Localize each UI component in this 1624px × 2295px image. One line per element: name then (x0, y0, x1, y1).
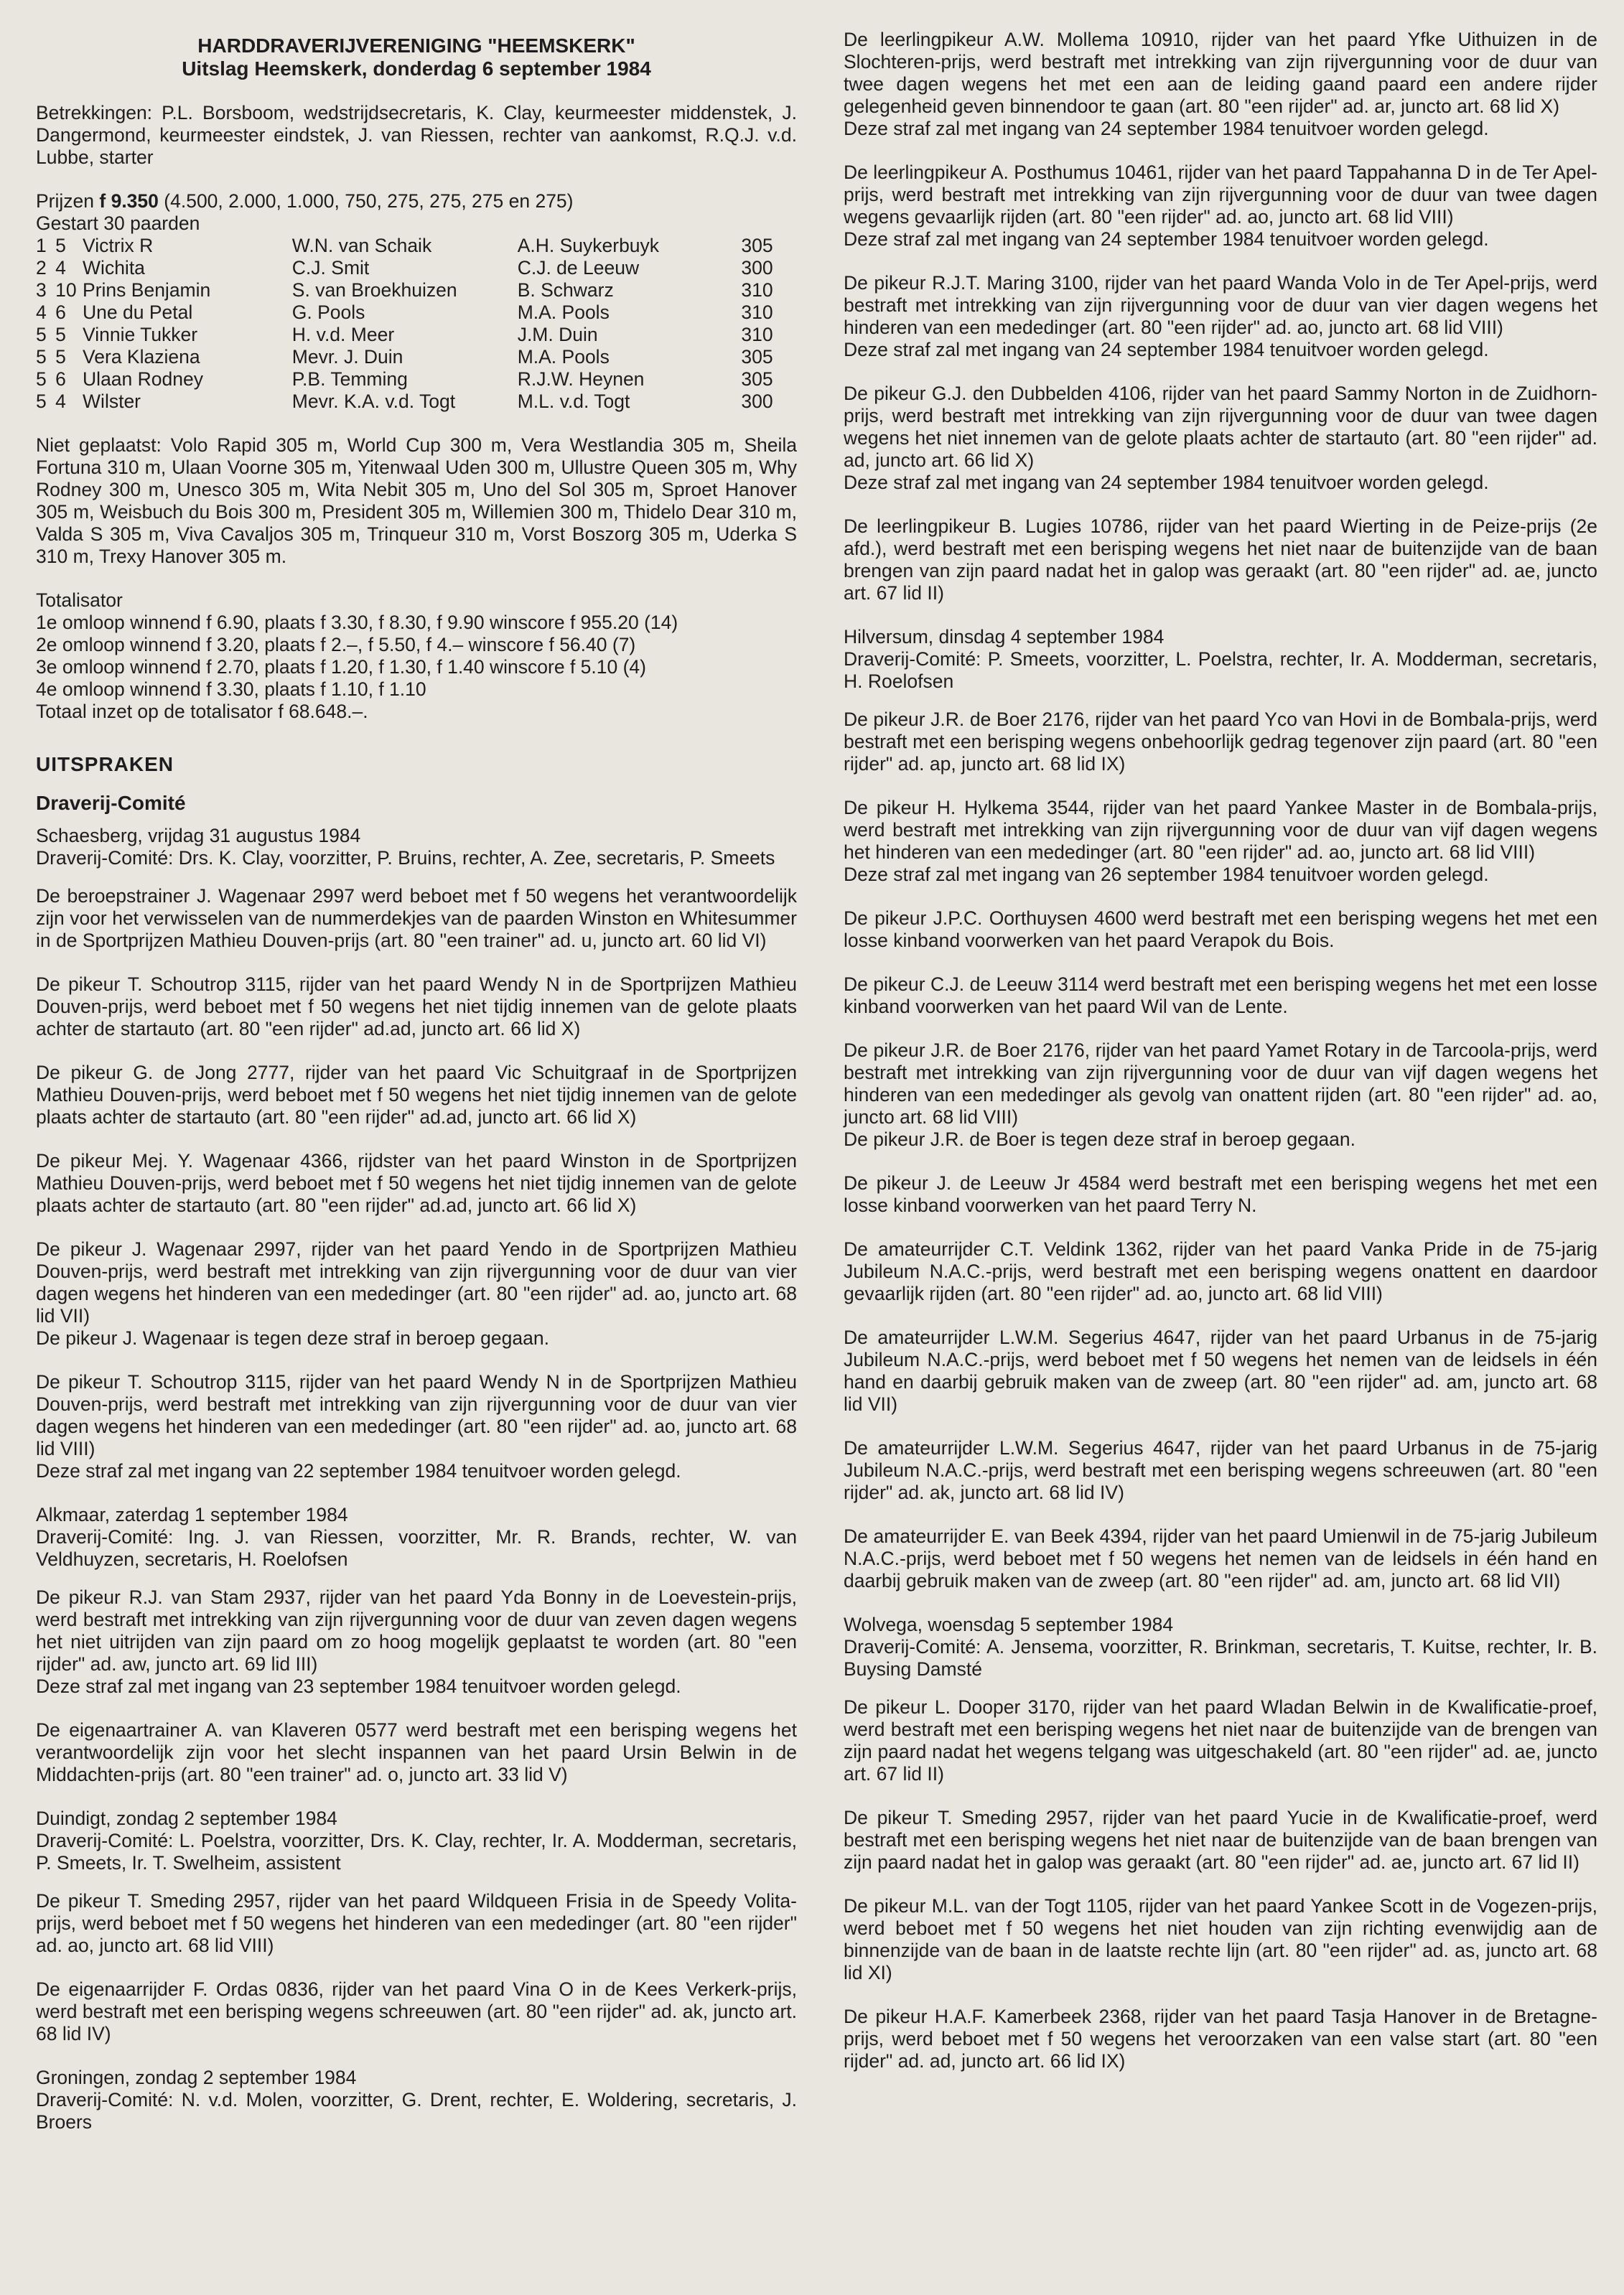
ruling-list (844, 709, 1597, 1592)
ruling-paragraph: De pikeur T. Smeding 2957, rijder van het paard Yucie in de Kwalificatie-proef, werd bestraft met een berisping wegens het niet naar de buitenzijde van de baan brengen van zijn paard nadat het in galop was geraakt (art. 80 "een rijder" ad. ae, juncto art. 67 lid II) (844, 1807, 1597, 1873)
result-owner: M.L. v.d. Togt (517, 391, 630, 412)
meeting-place: Alkmaar, zaterdag 1 september 1984 (36, 1504, 348, 1525)
result-position: 1 (36, 235, 47, 256)
ruling-paragraph: De pikeur J. Wagenaar 2997, rijder van het paard Yendo in de Sportprijzen Mathieu Douven-prijs, werd bestraft met intrekking van zijn rijvergunning voor de duur van vier dagen wegens het hinderen van een mededinger (art. 80 "een rijder" ad. ao, juncto art. 68 lid VII) De pikeur J. Wagenaar is tegen deze straf in beroep gegaan. (36, 1238, 797, 1349)
result-distance: 305 (741, 368, 773, 390)
result-horse: Victrix R (83, 235, 154, 256)
meeting-place: Wolvega, woensdag 5 september 1984 (844, 1614, 1174, 1635)
result-row (36, 346, 797, 368)
result-horse: Une du Petal (83, 302, 193, 323)
totalisator-line: 3e omloop winnend f 2.70, plaats f 1.20, f 1.30, f 1.40 winscore f 5.10 (4) (36, 656, 646, 678)
result-driver: Mevr. J. Duin (291, 346, 403, 368)
ruling-paragraph: De pikeur T. Smeding 2957, rijder van het paard Wildqueen Frisia in de Speedy Volita-prijs, werd beboet met f 50 wegens het hinderen van een mededinger (art. 80 "een rijder" ad. ao, juncto art. 68 lid VIII) (36, 1890, 797, 1956)
result-driver: Mevr. K.A. v.d. Togt (291, 391, 456, 412)
not-placed-paragraph: Niet geplaatst: Volo Rapid 305 m, World Cup 300 m, Vera Westlandia 305 m, Sheila Fortuna 310 m, Ulaan Voorne 305 m, Yitenwaal Uden 300 m, Ullustre Queen 305 m, Why Rodney 300 m, Unesco 305 m, Wita Nebit 305 m, Uno del Sol 305 m, Sproet Hanover 305 m, Weisbuch du Bois 300 m, President 305 m, Willemien 300 m, Thidelo Dear 310 m, Valda S 305 m, Viva Cavaljos 305 m, Trinqueur 310 m, Vorst Boszorg 305 m, Uderka S 310 m, Trexy Hanover 305 m. (36, 434, 797, 567)
meeting-place: Groningen, zondag 2 september 1984 (36, 2067, 357, 2088)
result-start-number: 5 (55, 324, 66, 345)
ruling-paragraph: De pikeur T. Schoutrop 3115, rijder van het paard Wendy N in de Sportprijzen Mathieu Douven-prijs, werd beboet met f 50 wegens het niet tijdig innemen van de gelote plaats achter de startauto (art. 80 "een rijder" ad.ad, juncto art. 66 lid X) (36, 973, 797, 1039)
result-distance: 305 (741, 235, 773, 256)
ruling-list (36, 885, 797, 1482)
result-row (36, 391, 797, 413)
results-table (36, 235, 797, 413)
committee-line: Draverij-Comité: Ing. J. van Riessen, voorzitter, Mr. R. Brands, rechter, W. van Veldhuyzen, secretaris, H. Roelofsen (36, 1526, 797, 1570)
ruling-list (844, 1696, 1597, 2072)
result-distance: 310 (741, 279, 773, 301)
ruling-paragraph: De beroepstrainer J. Wagenaar 2997 werd beboet met f 50 wegens het verantwoordelijk zijn voor het verwisselen van de nummerdekjes van de paarden Winston en Whitesummer in de Sportprijzen Mathieu Douven-prijs (art. 80 "een trainer" ad. u, juncto art. 60 lid VI) (36, 885, 797, 951)
committee-line: Draverij-Comité: P. Smeets, voorzitter, L. Poelstra, rechter, Ir. A. Modderman, secretaris, H. Roelofsen (844, 648, 1597, 692)
prizes-amount: f 9.350 (99, 190, 159, 212)
result-owner: J.M. Duin (517, 324, 598, 345)
result-position: 2 (36, 257, 47, 279)
ruling-paragraph: De pikeur H.A.F. Kamerbeek 2368, rijder van het paard Tasja Hanover in de Bretagne-prijs, werd beboet met f 50 wegens het veroorzaken van een valse start (art. 80 "een rijder" ad. ad, juncto art. 66 lid IX) (844, 2006, 1597, 2072)
ruling-paragraph: De amateurrijder L.W.M. Segerius 4647, rijder van het paard Urbanus in de 75-jarig Jubileum N.A.C.-prijs, werd beboet met f 50 wegens het nemen van de leidsels in één hand en daarbij gebruik maken van de zweep (art. 80 "een rijder" ad. am, juncto art. 68 lid VII) (844, 1327, 1597, 1415)
totalisator-line: 1e omloop winnend f 6.90, plaats f 3.30, f 8.30, f 9.90 winscore f 955.20 (14) (36, 612, 678, 633)
ruling-paragraph: De pikeur G.J. den Dubbelden 4106, rijder van het paard Sammy Norton in de Zuidhorn-prijs, werd bestraft met intrekking van zijn rijvergunning voor de duur van twee dagen wegens het niet innemen van de gelote plaats achter de startauto (art. 80 "een rijder" ad. ad, juncto art. 66 lid X) Deze straf zal met ingang van 24 september 1984 tenuitvoer worden gelegd. (844, 383, 1597, 493)
result-position: 5 (36, 324, 47, 345)
totalisator-total: Totaal inzet op de totalisator f 68.648.–. (36, 701, 368, 722)
result-start-number: 4 (55, 257, 66, 279)
result-start-number: 5 (55, 235, 66, 256)
ruling-paragraph: De pikeur C.J. de Leeuw 3114 werd bestraft met een berisping wegens het met een losse kinband voorwerken van het paard Wil van de Lente. (844, 973, 1597, 1017)
result-start-number: 6 (55, 368, 66, 390)
ruling-paragraph: De eigenaarrijder F. Ordas 0836, rijder van het paard Vina O in de Kees Verkerk-prijs, werd bestraft met een berisping wegens schreeuwen (art. 80 "een rijder" ad. ak, juncto art. 68 lid IV) (36, 1978, 797, 2044)
result-owner: M.A. Pools (517, 346, 610, 368)
meeting-place: Duindigt, zondag 2 september 1984 (36, 1808, 337, 1829)
ruling-paragraph: De pikeur T. Schoutrop 3115, rijder van het paard Wendy N in de Sportprijzen Mathieu Douven-prijs, werd bestraft met intrekking van zijn rijvergunning voor de duur van vier dagen wegens het hinderen van een mededinger (art. 80 "een rijder" ad. ao, juncto art. 68 lid VIII) Deze straf zal met ingang van 22 september 1984 tenuitvoer worden gelegd. (36, 1371, 797, 1482)
totalisator-line: 2e omloop winnend f 3.20, plaats f 2.–, f 5.50, f 4.– winscore f 56.40 (7) (36, 634, 636, 655)
result-driver: G. Pools (291, 302, 365, 323)
result-horse: Wichita (83, 257, 145, 279)
result-owner: C.J. de Leeuw (517, 257, 640, 279)
result-distance: 305 (741, 346, 773, 368)
ruling-paragraph: De pikeur J.P.C. Oorthuysen 4600 werd bestraft met een berisping wegens het met een losse kinband voorwerken van het paard Verapok du Bois. (844, 907, 1597, 951)
right-column (844, 29, 1597, 2094)
committee-line: Draverij-Comité: A. Jensema, voorzitter, R. Brinkman, secretaris, T. Kuitse, rechter, Ir. B. Buysing Damsté (844, 1636, 1597, 1680)
meeting-place: Schaesberg, vrijdag 31 augustus 1984 (36, 825, 361, 846)
ruling-list (36, 1890, 797, 2045)
result-position: 4 (36, 302, 47, 323)
ruling-paragraph: De leerlingpikeur A.W. Mollema 10910, rijder van het paard Yfke Uithuizen in de Slochteren-prijs, werd bestraft met intrekking van zijn rijvergunning voor de duur van twee dagen wegens het met een aan de leiding gaand paard een andere rijder gelegenheid geven binnendoor te gaan (art. 80 "een rijder" ad. ar, juncto art. 68 lid X) Deze straf zal met ingang van 24 september 1984 tenuitvoer worden gelegd. (844, 29, 1597, 139)
result-distance: 310 (741, 302, 773, 323)
started-line: Gestart 30 paarden (36, 212, 200, 234)
committee-line: Draverij-Comité: N. v.d. Molen, voorzitter, G. Drent, rechter, E. Woldering, secretaris, J. Broers (36, 2089, 797, 2133)
prizes-line (36, 190, 797, 212)
result-position: 3 (36, 279, 47, 301)
result-driver: H. v.d. Meer (291, 324, 395, 345)
ruling-list (36, 1586, 797, 1786)
result-driver: P.B. Temming (291, 368, 408, 390)
ruling-paragraph: De amateurrijder L.W.M. Segerius 4647, rijder van het paard Urbanus in de 75-jarig Jubileum N.A.C.-prijs, werd bestraft met een berisping wegens schreeuwen (art. 80 "een rijder" ad. ak, juncto art. 68 lid IV) (844, 1437, 1597, 1503)
result-distance: 310 (741, 324, 773, 345)
result-owner: R.J.W. Heynen (517, 368, 645, 390)
result-driver: S. van Broekhuizen (291, 279, 457, 301)
document-subtitle: Uitslag Heemskerk, donderdag 6 september 1984 (182, 57, 651, 80)
subsection-heading: Draverij-Comité (36, 792, 186, 814)
result-driver: W.N. van Schaik (291, 235, 432, 256)
result-owner: M.A. Pools (517, 302, 610, 323)
document-title: HARDDRAVERIJVERENIGING "HEEMSKERK" (197, 34, 635, 57)
section-heading: UITSPRAKEN (36, 753, 174, 775)
totalisator-lines (36, 612, 797, 723)
ruling-paragraph: De amateurrijder E. van Beek 4394, rijder van het paard Umienwil in de 75-jarig Jubileum N.A.C.-prijs, werd beboet met f 50 wegens het nemen van de leidsels in één hand en daarbij gebruik maken van de zweep (art. 80 "een rijder" ad. am, juncto art. 68 lid VII) (844, 1525, 1597, 1591)
result-row (36, 302, 797, 324)
result-distance: 300 (741, 257, 773, 279)
ruling-paragraph: De pikeur H. Hylkema 3544, rijder van het paard Yankee Master in de Bombala-prijs, werd bestraft met intrekking van zijn rijvergunning voor de duur van vijf dagen wegens het hinderen van een mededinger (art. 80 "een rijder" ad. ao, juncto art. 68 lid VIII) Deze straf zal met ingang van 26 september 1984 tenuitvoer worden gelegd. (844, 797, 1597, 885)
ruling-paragraph: De pikeur J.R. de Boer 2176, rijder van het paard Yamet Rotary in de Tarcoola-prijs, werd bestraft met intrekking van zijn rijvergunning voor de duur van vijf dagen wegens het hinderen van een mededinger als gevolg van onattent rijden (art. 80 "een rijder" ad. ao, juncto art. 68 lid VIII) De pikeur J.R. de Boer is tegen deze straf in beroep gegaan. (844, 1039, 1597, 1150)
ruling-paragraph: De eigenaartrainer A. van Klaveren 0577 werd bestraft met een berisping wegens het verantwoordelijk zijn voor het slecht inspannen van het paard Ursin Belwin in de Middachten-prijs (art. 80 "een trainer" ad. o, juncto art. 33 lid V) (36, 1719, 797, 1785)
ruling-paragraph: De pikeur R.J. van Stam 2937, rijder van het paard Yda Bonny in de Loevestein-prijs, werd bestraft met intrekking van zijn rijvergunning voor de duur van zeven dagen wegens het niet uitrijden van zijn paard om zo hoog mogelijk geplaatst te worden (art. 80 "een rijder" ad. aw, juncto art. 69 lid III) Deze straf zal met ingang van 23 september 1984 tenuitvoer worden gelegd. (36, 1586, 797, 1697)
ruling-paragraph: De pikeur Mej. Y. Wagenaar 4366, rijdster van het paard Winston in de Sportprijzen Mathieu Douven-prijs, werd beboet met f 50 wegens het niet tijdig innemen van de gelote plaats achter de startauto (art. 80 "een rijder" ad.ad, juncto art. 66 lid X) (36, 1150, 797, 1216)
result-horse: Vinnie Tukker (83, 324, 198, 345)
result-start-number: 4 (55, 391, 66, 412)
result-horse: Prins Benjamin (83, 279, 211, 301)
result-start-number: 10 (55, 279, 77, 301)
totalisator-title: Totalisator (36, 589, 123, 611)
ruling-paragraph: De pikeur J. de Leeuw Jr 4584 werd bestraft met een berisping wegens het met een losse kinband voorwerken van het paard Terry N. (844, 1172, 1597, 1216)
meeting-place: Hilversum, dinsdag 4 september 1984 (844, 626, 1165, 648)
ruling-list (844, 29, 1597, 604)
result-owner: B. Schwarz (517, 279, 614, 301)
ruling-paragraph: De pikeur G. de Jong 2777, rijder van het paard Vic Schuitgraaf in de Sportprijzen Mathieu Douven-prijs, werd beboet met f 50 wegens het niet tijdig innemen van de gelote plaats achter de startauto (art. 80 "een rijder" ad.ad, juncto art. 66 lid X) (36, 1062, 797, 1128)
prizes-prefix: Prijzen (36, 190, 95, 212)
ruling-paragraph: De leerlingpikeur A. Posthumus 10461, rijder van het paard Tappahanna D in de Ter Apel-prijs, werd bestraft met intrekking van zijn rijvergunning voor de duur van twee dagen wegens gevaarlijk rijden (art. 80 "een rijder" ad. ao, juncto art. 68 lid VIII) Deze straf zal met ingang van 24 september 1984 tenuitvoer worden gelegd. (844, 162, 1597, 250)
result-position: 5 (36, 346, 47, 368)
result-start-number: 6 (55, 302, 66, 323)
result-row (36, 324, 797, 346)
result-distance: 300 (741, 391, 773, 412)
ruling-paragraph: De pikeur R.J.T. Maring 3100, rijder van het paard Wanda Volo in de Ter Apel-prijs, werd bestraft met intrekking van zijn rijvergunning voor de duur van vier dagen wegens het hinderen van een mededinger (art. 80 "een rijder" ad. ao, juncto art. 68 lid VIII) Deze straf zal met ingang van 24 september 1984 tenuitvoer worden gelegd. (844, 272, 1597, 360)
result-horse: Ulaan Rodney (83, 368, 203, 390)
result-row (36, 235, 797, 257)
officials-paragraph: Betrekkingen: P.L. Borsboom, wedstrijdsecretaris, K. Clay, keurmeester middenstek, J. Dangermond, keurmeester eindstek, J. van Riessen, rechter van aankomst, R.Q.J. v.d. Lubbe, starter (36, 102, 797, 168)
result-position: 5 (36, 391, 47, 412)
committee-line: Draverij-Comité: L. Poelstra, voorzitter, Drs. K. Clay, rechter, Ir. A. Modderman, secretaris, P. Smeets, Ir. T. Swelheim, assistent (36, 1830, 797, 1874)
ruling-paragraph: De pikeur M.L. van der Togt 1105, rijder van het paard Yankee Scott in de Vogezen-prijs, werd beboet met f 50 wegens het niet houden van zijn richting evenwijdig aan de binnenzijde van de baan in de laatste rechte lijn (art. 80 "een rijder" ad. as, juncto art. 68 lid XI) (844, 1895, 1597, 1983)
result-start-number: 5 (55, 346, 66, 368)
result-horse: Wilster (83, 391, 141, 412)
result-horse: Vera Klaziena (83, 346, 200, 368)
committee-line: Draverij-Comité: Drs. K. Clay, voorzitter, P. Bruins, rechter, A. Zee, secretaris, P. Smeets (36, 847, 775, 869)
result-row (36, 368, 797, 391)
result-position: 5 (36, 368, 47, 390)
ruling-paragraph: De leerlingpikeur B. Lugies 10786, rijder van het paard Wierting in de Peize-prijs (2e afd.), werd bestraft met een berisping wegens het niet naar de buitenzijde van de baan brengen van zijn paard nadat het in galop was geraakt (art. 80 "een rijder" ad. ae, juncto art. 67 lid II) (844, 515, 1597, 604)
result-row (36, 279, 797, 302)
ruling-paragraph: De amateurrijder C.T. Veldink 1362, rijder van het paard Vanka Pride in de 75-jarig Jubileum N.A.C.-prijs, werd bestraft met een berisping wegens onattent en daardoor gevaarlijk rijden (art. 80 "een rijder" ad. ao, juncto art. 68 lid VIII) (844, 1238, 1597, 1304)
ruling-paragraph: De pikeur J.R. de Boer 2176, rijder van het paard Yco van Hovi in de Bombala-prijs, werd bestraft met een berisping wegens onbehoorlijk gedrag tegenover zijn paard (art. 80 "een rijder" ad. ap, juncto art. 68 lid IX) (844, 709, 1597, 775)
result-owner: A.H. Suykerbuyk (517, 235, 660, 256)
prizes-breakdown: (4.500, 2.000, 1.000, 750, 275, 275, 275 en 275) (164, 190, 574, 212)
ruling-paragraph: De pikeur L. Dooper 3170, rijder van het paard Wladan Belwin in de Kwalificatie-proef, werd bestraft met een berisping wegens het niet naar de buitenzijde van de brengen van zijn paard nadat het wegens telgang was uitgeschakeld (art. 80 "een rijder" ad. ae, juncto art. 67 lid II) (844, 1696, 1597, 1785)
left-column (36, 29, 797, 2133)
result-driver: C.J. Smit (291, 257, 370, 279)
result-row (36, 257, 797, 279)
totalisator-line: 4e omloop winnend f 3.30, plaats f 1.10, f 1.10 (36, 678, 426, 700)
